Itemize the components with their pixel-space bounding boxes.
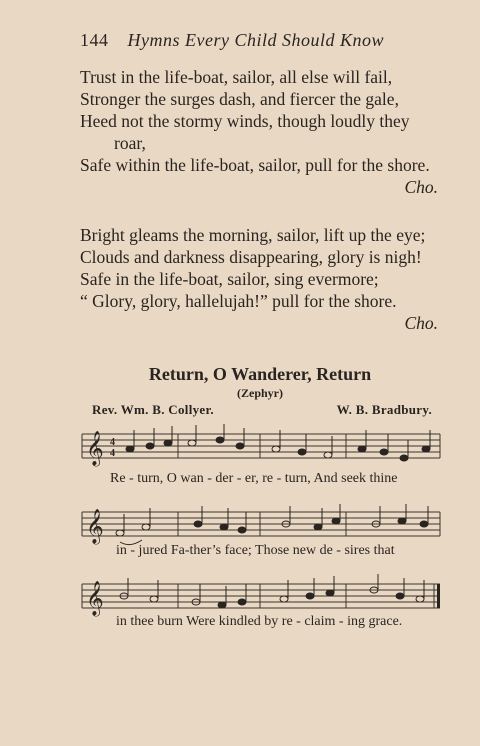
chorus-marker: Cho. [404, 313, 438, 333]
lyricist: Rev. Wm. B. Collyer. [92, 402, 214, 417]
verse-line: Stronger the surges dash, and fiercer the gale, [80, 89, 399, 109]
verse-line: Trust in the life-boat, sailor, all else will fail, [80, 67, 393, 87]
verse-line: roar, [114, 133, 146, 153]
verse-line: Safe in the life-boat, sailor, sing evermore; [80, 269, 379, 289]
music-staff-1 [80, 420, 442, 472]
verse-one [80, 66, 440, 198]
verse-line: Safe within the life-boat, sailor, pull for the shore. [80, 155, 430, 175]
svg-text:4: 4 [110, 448, 115, 459]
verse-line: Heed not the stormy winds, though loudly they [80, 111, 410, 131]
lyric-line: in - jured Fa-ther’s face; Those new de - sires that [116, 543, 395, 558]
lyric-line: Re - turn, O wan - der - er, re - turn, And seek thine [110, 471, 398, 486]
hymn-credits [92, 402, 432, 418]
verse-line: “ Glory, glory, hallelujah!” pull for the shore. [80, 291, 397, 311]
svg-text:4: 4 [110, 437, 115, 448]
svg-text:𝄞: 𝄞 [86, 581, 104, 616]
svg-text:𝄞: 𝄞 [86, 509, 104, 544]
svg-text:𝄞: 𝄞 [86, 431, 104, 466]
verse-line: Clouds and darkness disappearing, glory is nigh! [80, 247, 422, 267]
verse-line: Bright gleams the morning, sailor, lift up the eye; [80, 225, 426, 245]
verse-two [80, 224, 440, 334]
page-number: 144 [80, 30, 109, 50]
hymn-title: Return, O Wanderer, Return [148, 364, 372, 384]
tune-name: (Zephyr) [237, 386, 283, 400]
chorus-marker: Cho. [404, 177, 438, 197]
running-title: Hymns Every Child Should Know [127, 30, 384, 50]
page-header [80, 30, 384, 51]
lyric-line: in thee burn Were kindled by re - claim - ing grace. [116, 614, 403, 629]
composer: W. B. Bradbury. [336, 402, 432, 417]
